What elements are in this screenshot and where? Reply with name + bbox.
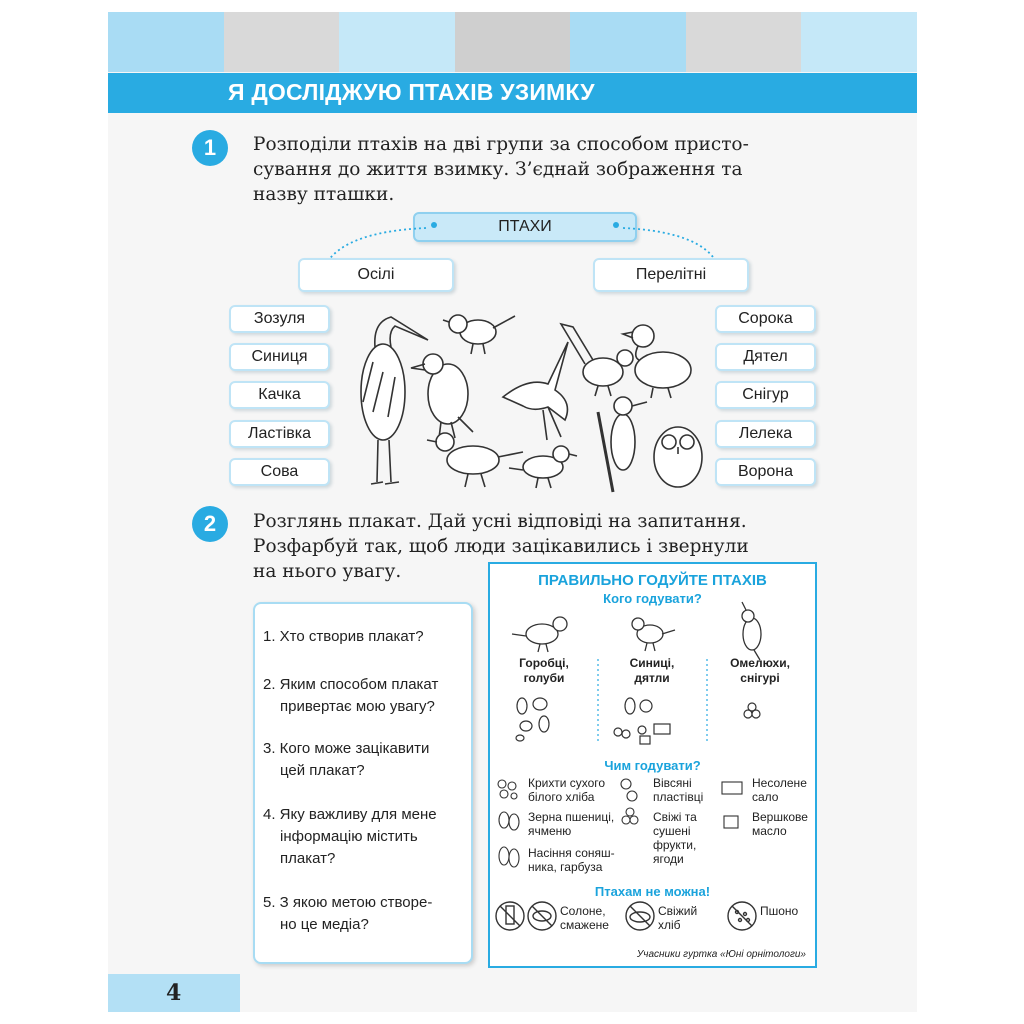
who-line: голуби xyxy=(523,671,565,685)
food-line: ягоди xyxy=(653,852,684,866)
who-line: Омелюхи, xyxy=(730,656,790,670)
question-line: плакат? xyxy=(280,850,336,867)
butter-icon xyxy=(724,816,738,828)
question-line: 2. Яким способом плакат xyxy=(263,676,439,693)
dotted-arrows xyxy=(108,212,917,292)
food-item-5 xyxy=(653,810,697,866)
task1-text xyxy=(253,132,815,207)
thrush-icon xyxy=(427,433,523,487)
tit-icon xyxy=(443,315,515,354)
question-line: 1. Хто створив плакат? xyxy=(263,628,424,645)
page-number: 4 xyxy=(166,980,182,1006)
forbidden-line: смажене xyxy=(560,918,609,932)
task-number-1: 1 xyxy=(192,130,228,166)
question-2 xyxy=(263,674,438,718)
sunflower-seed-icon xyxy=(499,847,519,867)
workbook-page xyxy=(108,12,917,1012)
bird-label-tit[interactable]: Синиця xyxy=(229,343,330,371)
who-item-1 xyxy=(492,656,596,686)
question-1 xyxy=(263,626,424,648)
oat-flakes-icon xyxy=(621,779,637,801)
poster-forbidden-heading: Птахам не можна! xyxy=(594,884,711,899)
food-line: Несолене xyxy=(752,776,807,790)
task2-line: Розфарбуй так, щоб люди зацікавились і звернули xyxy=(253,536,749,557)
swallow-icon xyxy=(503,342,568,440)
bird-label-owl[interactable]: Сова xyxy=(229,458,330,486)
food-line: пластівці xyxy=(653,790,704,804)
oats-berries-icon xyxy=(614,698,670,744)
forbidden-line: Солоне, xyxy=(560,904,606,918)
forbidden-item-1 xyxy=(560,904,609,932)
stork-icon xyxy=(361,317,428,484)
crow-icon xyxy=(411,354,473,438)
root-label-birds: ПТАХИ xyxy=(413,212,637,242)
owl-icon xyxy=(654,427,702,487)
who-line: Синиці, xyxy=(629,656,675,670)
food-line: ника, гарбуза xyxy=(528,860,603,874)
food-line: масло xyxy=(752,824,787,838)
task1-line: Розподіли птахів на дві групи за способом присто- xyxy=(253,134,749,155)
waxwing-icon xyxy=(742,602,761,660)
task1-line: назву пташки. xyxy=(253,184,395,205)
title-bar xyxy=(108,73,917,113)
no-salt-icon xyxy=(496,902,524,930)
bird-label-bullfinch[interactable]: Снігур xyxy=(715,381,816,409)
stripe xyxy=(686,12,802,72)
task1-line: сування до життя взимку. З’єднай зображення та xyxy=(253,159,743,180)
duck-icon xyxy=(623,325,691,398)
food-line: Крихти сухого xyxy=(528,776,606,790)
poster-what-heading: Чим годувати? xyxy=(604,758,701,773)
food-line: білого хліба xyxy=(528,790,595,804)
who-item-3 xyxy=(708,656,812,686)
tit-icon xyxy=(632,618,675,651)
task2-line: Розглянь плакат. Дай усні відповіді на запитання. xyxy=(253,511,747,532)
feeding-poster xyxy=(488,562,817,968)
sparrow-icon xyxy=(512,617,567,652)
seeds-crumbs-icon xyxy=(516,698,549,741)
food-item-1 xyxy=(528,776,605,804)
question-3 xyxy=(263,738,429,782)
question-line: но це медіа? xyxy=(280,916,369,933)
bird-label-swallow[interactable]: Ластівка xyxy=(229,420,330,448)
food-line: сушені xyxy=(653,824,691,838)
food-line: фрукти, xyxy=(653,838,697,852)
no-millet-icon xyxy=(728,902,756,930)
no-fried-icon xyxy=(528,902,556,930)
page-title: Я ДОСЛІДЖУЮ ПТАХІВ УЗИМКУ xyxy=(228,79,595,105)
header-stripes xyxy=(108,12,917,72)
food-line: Насіння соняш- xyxy=(528,846,615,860)
bird-label-cuckoo[interactable]: Зозуля xyxy=(229,305,330,333)
forbidden-item-2 xyxy=(658,904,697,932)
forbidden-line: Пшоно xyxy=(760,904,799,918)
forbidden-item-3 xyxy=(760,904,798,918)
task2-line: на нього увагу. xyxy=(253,561,402,582)
poster-food-icons xyxy=(490,692,815,752)
woodpecker-icon xyxy=(598,397,647,492)
grain-icon xyxy=(499,812,519,830)
stripe xyxy=(339,12,455,72)
who-item-2 xyxy=(600,656,704,686)
berries-icon xyxy=(744,703,760,718)
question-line: привертає мою увагу? xyxy=(280,698,435,715)
food-item-2 xyxy=(528,810,614,838)
food-item-7 xyxy=(752,810,808,838)
poster-credit: Учасники гуртка «Юні орнітологи» xyxy=(636,949,806,960)
question-line: інформацію містить xyxy=(280,828,418,845)
question-5 xyxy=(263,892,432,936)
question-line: 3. Кого може зацікавити xyxy=(263,740,430,757)
group-resident: Осілі xyxy=(298,258,454,292)
food-line: Вершкове xyxy=(752,810,808,824)
food-line: Свіжі та xyxy=(653,810,697,824)
task-number-2: 2 xyxy=(192,506,228,542)
bird-label-crow[interactable]: Ворона xyxy=(715,458,816,486)
stripe xyxy=(455,12,571,72)
no-fresh-bread-icon xyxy=(626,902,654,930)
poster-title: ПРАВИЛЬНО ГОДУЙТЕ ПТАХІВ xyxy=(538,572,767,589)
page-number-tab xyxy=(108,974,240,1012)
question-line: 5. З якою метою створе- xyxy=(263,894,433,911)
food-line: Зерна пшениці, xyxy=(528,810,615,824)
bread-crumbs-icon xyxy=(498,780,517,799)
forbidden-line: Свіжий xyxy=(658,904,698,918)
stripe xyxy=(801,12,917,72)
bird-label-duck[interactable]: Качка xyxy=(229,381,330,409)
bird-illustrations xyxy=(333,302,713,492)
question-line: 4. Яку важливу для мене xyxy=(263,806,437,823)
group-migratory: Перелітні xyxy=(593,258,749,292)
poster-who-heading: Кого годувати? xyxy=(603,591,702,606)
bird-label-magpie[interactable]: Сорока xyxy=(715,305,816,333)
bird-label-stork[interactable]: Лелека xyxy=(715,420,816,448)
fruit-icon xyxy=(622,808,638,824)
food-line: ячменю xyxy=(528,824,572,838)
who-line: Горобці, xyxy=(519,656,569,670)
magpie-icon xyxy=(561,324,633,396)
lard-icon xyxy=(722,782,742,794)
question-4 xyxy=(263,804,437,870)
food-item-3 xyxy=(528,846,615,874)
food-item-6 xyxy=(752,776,807,804)
who-line: дятли xyxy=(634,671,670,685)
food-item-4 xyxy=(653,776,703,804)
stripe xyxy=(570,12,686,72)
questions-box xyxy=(253,602,473,964)
forbidden-line: хліб xyxy=(658,918,681,932)
food-line: сало xyxy=(752,790,779,804)
stripe xyxy=(108,12,224,72)
who-line: снігурі xyxy=(740,671,780,685)
food-line: Вівсяні xyxy=(653,776,692,790)
bird-label-woodpecker[interactable]: Дятел xyxy=(715,343,816,371)
stripe xyxy=(224,12,340,72)
question-line: цей плакат? xyxy=(280,762,365,779)
